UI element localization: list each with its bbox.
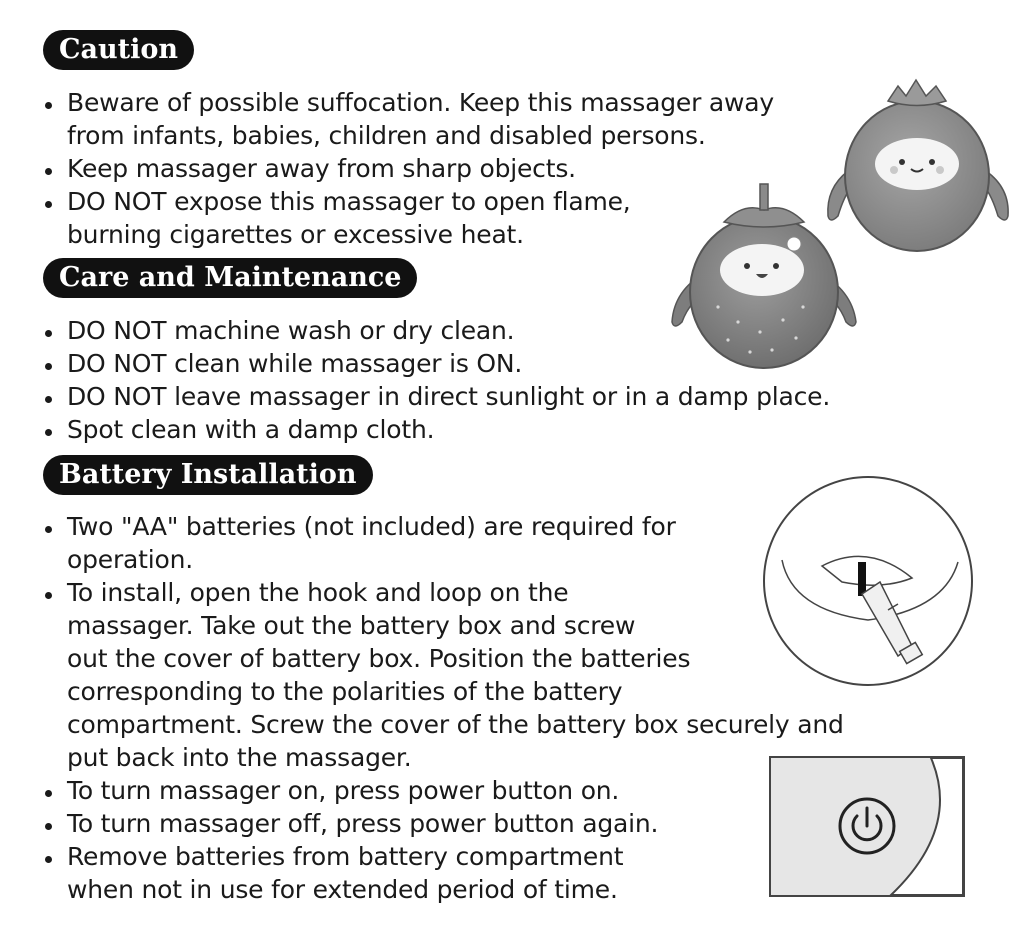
caution-item <box>40 86 774 152</box>
list-item-line: DO NOT clean while massager is ON. <box>67 349 523 378</box>
list-item-line: To install, open the hook and loop on the <box>67 578 569 607</box>
list-item-line: DO NOT machine wash or dry clean. <box>67 316 515 345</box>
list-item-line: operation. <box>67 545 193 574</box>
list-item-line: Spot clean with a damp cloth. <box>67 415 435 444</box>
list-item-line: Two "AA" batteries (not included) are required for <box>67 512 676 541</box>
list-item-line: To turn massager on, press power button on. <box>67 776 620 805</box>
care-item <box>40 413 830 446</box>
list-item-line: out the cover of battery box. Position the batteries <box>67 644 691 673</box>
power-button-icon <box>771 758 963 895</box>
caution-item <box>40 185 774 251</box>
list-item-line: Remove batteries from battery compartment <box>67 842 624 871</box>
list-item-line: when not in use for extended period of time. <box>67 875 618 904</box>
battery-item <box>40 576 844 774</box>
care-item <box>40 380 830 413</box>
battery-item <box>40 774 844 807</box>
battery-item <box>40 510 844 576</box>
strawberry-plush-illustration <box>668 182 863 372</box>
list-item-line: DO NOT leave massager in direct sunlight or in a damp place. <box>67 382 831 411</box>
list-item-line: corresponding to the polarities of the battery <box>67 677 623 706</box>
power-button-panel <box>769 756 965 897</box>
battery-item <box>40 840 844 906</box>
list-item-line: compartment. Screw the cover of the battery box securely and <box>67 710 844 739</box>
battery-item <box>40 807 844 840</box>
caution-item <box>40 152 774 185</box>
battery-heading: Battery Installation <box>43 455 373 495</box>
battery-box-illustration <box>762 470 974 692</box>
list-item-line: DO NOT expose this massager to open flame, <box>67 187 631 216</box>
caution-list <box>40 86 774 251</box>
list-item-line: burning cigarettes or excessive heat. <box>67 220 524 249</box>
list-item-line: Beware of possible suffocation. Keep this massager away <box>67 88 775 117</box>
battery-list <box>40 510 844 906</box>
list-item-line: massager. Take out the battery box and screw <box>67 611 636 640</box>
caution-heading: Caution <box>43 30 194 70</box>
list-item-line: Keep massager away from sharp objects. <box>67 154 576 183</box>
list-item-line: To turn massager off, press power button again. <box>67 809 659 838</box>
list-item-line: from infants, babies, children and disabled persons. <box>67 121 706 150</box>
list-item-line: put back into the massager. <box>67 743 412 772</box>
care-heading: Care and Maintenance <box>43 258 417 298</box>
